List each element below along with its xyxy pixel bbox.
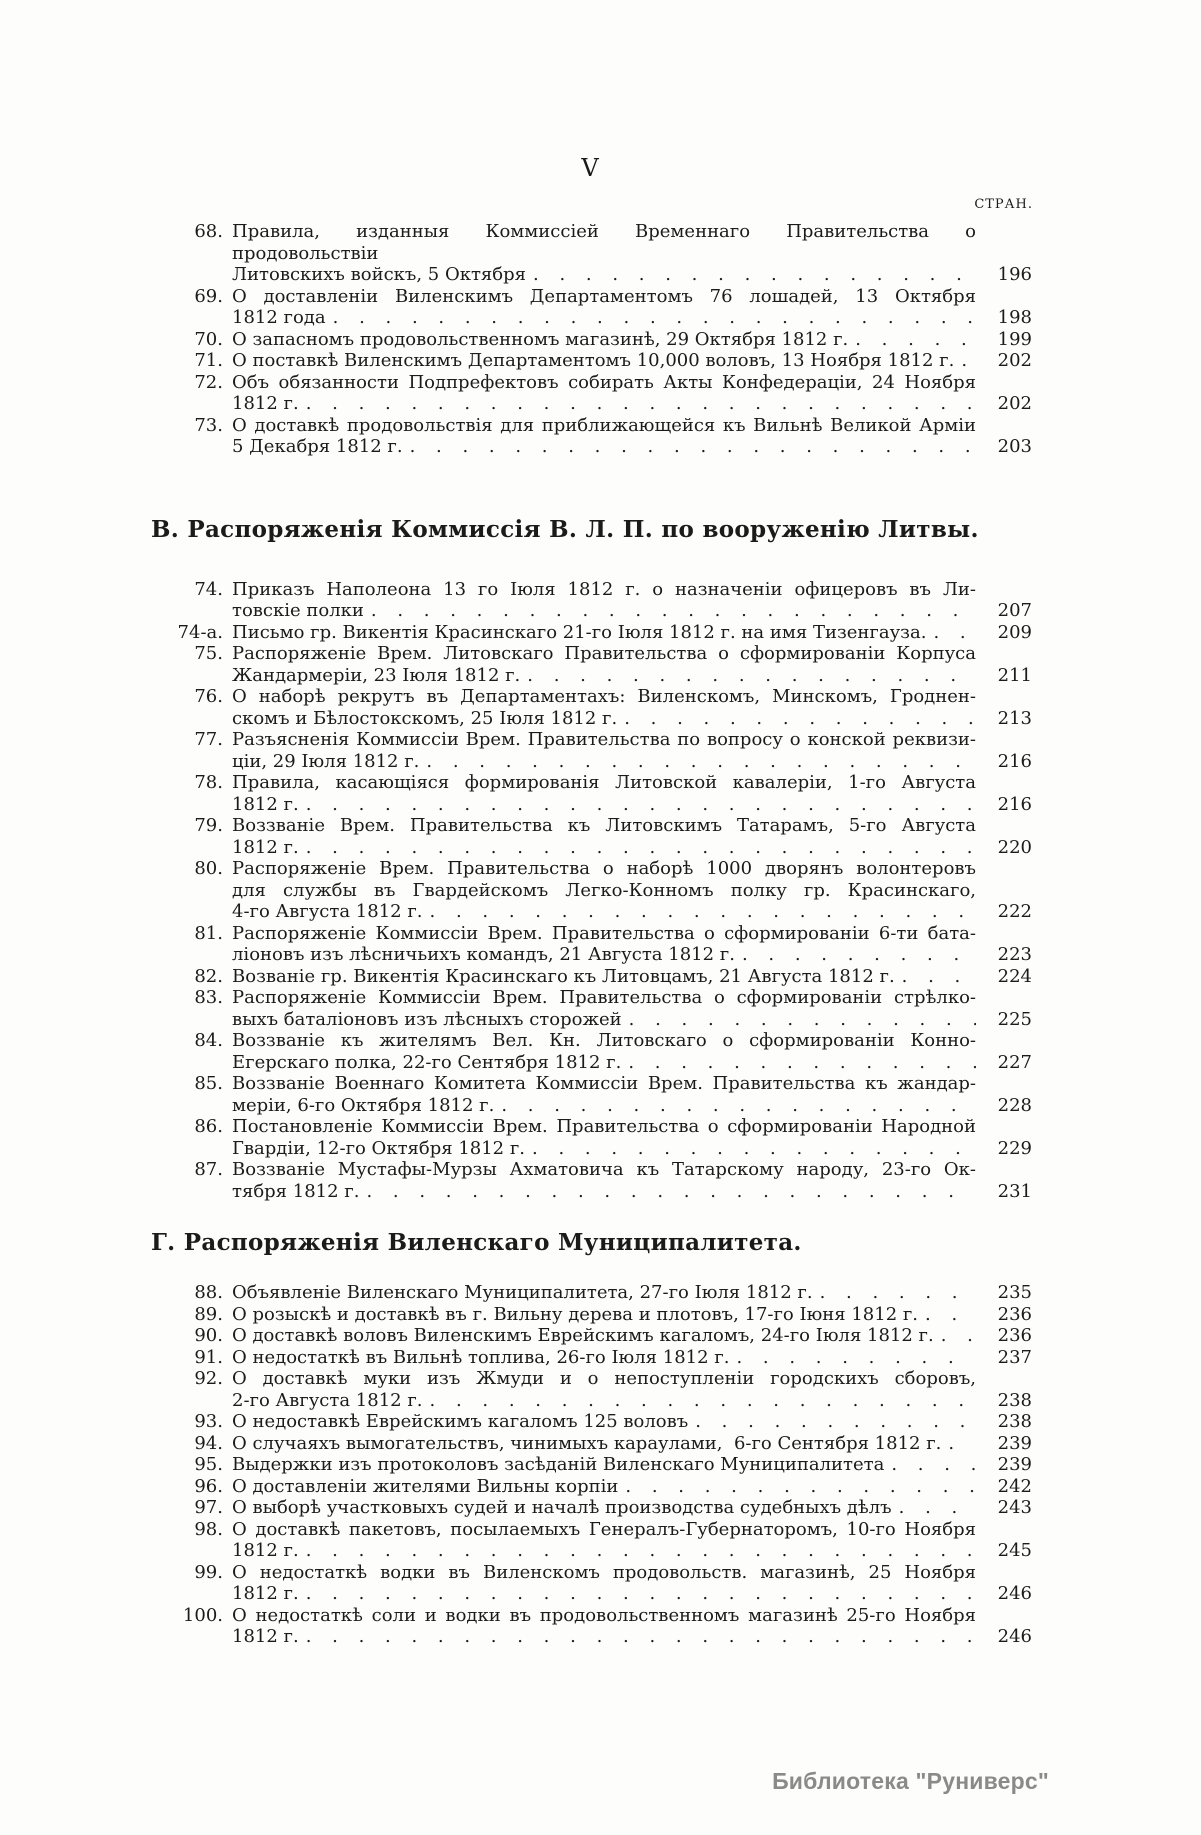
dot-leader	[617, 708, 976, 730]
dot-leader	[926, 622, 976, 644]
entry-line: Литовскихъ войскъ, 5 Октября	[232, 264, 527, 285]
toc-entry	[170, 1116, 1032, 1159]
toc-entry	[170, 1476, 1032, 1498]
entry-page-number: 202	[997, 350, 1032, 371]
entry-last-line	[232, 393, 976, 415]
dot-leader	[621, 1052, 976, 1074]
entry-last-line	[232, 901, 976, 923]
entry-last-line	[232, 1325, 976, 1347]
toc-entry	[170, 643, 1032, 686]
entry-number: 99.	[194, 1561, 223, 1583]
entry-title	[232, 1476, 976, 1498]
entry-page-number: 203	[997, 436, 1032, 457]
entry-line: О доставкѣ продовольствія для приближающейся къ Вильнѣ Великой Арміи	[232, 414, 976, 436]
dot-leader	[941, 1433, 976, 1455]
entry-title	[232, 1159, 976, 1202]
entry-page-number: 224	[997, 965, 1032, 987]
entry-line: 1812 г.	[232, 1626, 299, 1647]
entry-page-number: 235	[997, 1282, 1032, 1303]
dot-leader	[299, 393, 976, 415]
entry-number: 79.	[194, 815, 223, 836]
toc-entry	[170, 1454, 1032, 1476]
page-folio: V	[581, 154, 599, 182]
toc-entry	[170, 1605, 1032, 1648]
entry-title	[232, 729, 976, 772]
toc-sections	[151, 221, 1032, 1648]
entry-page-number: 236	[997, 1303, 1032, 1325]
entry-line: 1812 г.	[232, 836, 299, 858]
entry-line: тября 1812 г.	[232, 1180, 360, 1202]
toc-entry	[170, 1562, 1032, 1605]
toc-section	[170, 221, 1032, 458]
entry-line: 1812 г.	[232, 1583, 299, 1604]
entry-title	[232, 1030, 976, 1073]
dot-leader	[403, 436, 976, 458]
entry-title	[232, 1562, 976, 1605]
entry-line: Распоряженіе Коммиссіи Врем. Правительства о сформированіи стрѣлко-	[232, 987, 976, 1008]
entry-number: 72.	[194, 371, 223, 393]
entry-last-line	[232, 436, 976, 458]
entry-title	[232, 643, 976, 686]
toc-entry	[170, 329, 1032, 351]
entry-last-line	[232, 350, 976, 372]
entry-page-number: 238	[997, 1411, 1032, 1432]
entry-line: Приказъ Наполеона 13 го Іюля 1812 г. о назначеніи офицеровъ въ Ли-	[232, 578, 976, 600]
section-heading: Г. Распоряженія Виленскаго Муниципалитета.	[151, 1229, 802, 1256]
entry-title	[232, 1347, 976, 1369]
toc-entry	[170, 966, 1032, 988]
entry-line: Объ обязанности Подпрефектовъ собирать Акты Конфедераціи, 24 Ноября	[232, 371, 976, 393]
entry-last-line	[232, 1454, 976, 1476]
entry-line: скомъ и Бѣлостокскомъ, 25 Іюля 1812 г.	[232, 707, 618, 729]
entry-title	[232, 966, 976, 988]
entry-last-line	[232, 1390, 976, 1412]
entry-title	[232, 329, 976, 351]
entry-title	[232, 815, 976, 858]
entry-last-line	[232, 600, 976, 622]
entry-number: 70.	[194, 328, 223, 350]
entry-line: О доставкѣ воловъ Виленскимъ Еврейскимъ кагаломъ, 24-го Іюля 1812 г.	[232, 1325, 934, 1346]
toc-entry	[170, 923, 1032, 966]
entry-last-line	[232, 1138, 976, 1160]
entry-number: 80.	[194, 858, 223, 879]
entry-line: Воззваніе Врем. Правительства къ Литовскимъ Татарамъ, 5-го Августа	[232, 815, 976, 836]
entry-line: О недостаткѣ въ Вильнѣ топлива, 26-го Іюля 1812 г.	[232, 1346, 730, 1368]
toc-entry	[170, 1073, 1032, 1116]
entry-title	[232, 579, 976, 622]
entry-title	[232, 1325, 976, 1347]
entry-last-line	[232, 622, 976, 644]
toc-entry	[170, 1433, 1032, 1455]
entry-page-number: 216	[997, 750, 1032, 772]
entry-number: 95.	[194, 1454, 223, 1475]
entry-line: Объявленіе Виленскаго Муниципалитета, 27-го Іюля 1812 г.	[232, 1282, 813, 1303]
entry-page-number: 237	[997, 1346, 1032, 1368]
entry-title	[232, 1454, 976, 1476]
entry-line: 4-го Августа 1812 г.	[232, 901, 423, 922]
entry-line: Письмо гр. Викентія Красинскаго 21-го Іюля 1812 г. на имя Тизенгауза.	[232, 621, 927, 643]
dot-leader	[954, 350, 976, 372]
entry-line: Распоряженіе Врем. Литовскаго Правительства о сформированіи Корпуса	[232, 643, 976, 664]
section-heading: В. Распоряженія Коммиссія В. Л. П. по вооруженію Литвы.	[151, 515, 979, 543]
entry-line: О запасномъ продовольственномъ магазинѣ, 29 Октября 1812 г.	[232, 328, 849, 350]
entry-line: 2-го Августа 1812 г.	[232, 1389, 423, 1411]
entry-title	[232, 987, 976, 1030]
entry-page-number: 207	[997, 600, 1032, 621]
toc-entry	[170, 1159, 1032, 1202]
entry-page-number: 245	[997, 1540, 1032, 1561]
entry-page-number: 227	[997, 1051, 1032, 1073]
dot-leader	[892, 1497, 976, 1519]
entry-page-number: 213	[997, 707, 1032, 729]
entry-number: 84.	[194, 1030, 223, 1051]
entry-line: О недостаткѣ соли и водки въ продовольственномъ магазинѣ 25-го Ноября	[232, 1604, 976, 1626]
toc-section	[151, 1228, 1032, 1648]
entry-number: 82.	[194, 965, 223, 987]
entry-page-number: 243	[997, 1497, 1032, 1518]
entry-line: Воззваніе къ жителямъ Вел. Кн. Литовскаго о сформированіи Конно-	[232, 1030, 976, 1051]
toc-section	[151, 515, 1032, 1203]
toc-entry	[170, 1325, 1032, 1347]
entry-line: Правила, касающіяся формированія Литовской кавалеріи, 1-го Августа	[232, 772, 976, 793]
entry-line: О доставленіи Виленскимъ Департаментомъ 76 лошадей, 13 Октября	[232, 285, 976, 307]
page-column-header: СТРАН.	[974, 197, 1033, 212]
dot-leader	[359, 1181, 976, 1203]
dot-leader	[934, 1325, 976, 1347]
toc-entry	[170, 221, 1032, 286]
entry-last-line	[232, 264, 976, 286]
entry-title	[232, 1519, 976, 1562]
toc-entry	[170, 858, 1032, 923]
entry-last-line	[232, 708, 976, 730]
dot-leader	[688, 1411, 976, 1433]
entry-line: Жандармеріи, 23 Іюля 1812 г.	[232, 664, 521, 686]
entry-page-number: 198	[997, 307, 1032, 328]
entry-page-number: 228	[997, 1094, 1032, 1116]
entry-number: 77.	[194, 729, 223, 750]
entry-number: 73.	[194, 414, 223, 436]
entry-line: О случаяхъ вымогательствъ, чинимыхъ караулами, 6-го Сентября 1812 г.	[232, 1432, 942, 1454]
entry-line: О доставленіи жителями Вильны корпіи	[232, 1475, 619, 1497]
toc-entry	[170, 772, 1032, 815]
entry-last-line	[232, 1181, 976, 1203]
entry-last-line	[232, 751, 976, 773]
entry-last-line	[232, 1009, 976, 1031]
toc-entry	[170, 987, 1032, 1030]
entry-line: 1812 г.	[232, 793, 299, 815]
entry-page-number: 242	[997, 1475, 1032, 1497]
entry-last-line	[232, 1052, 976, 1074]
entry-last-line	[232, 665, 976, 687]
dot-leader	[299, 1583, 976, 1605]
entry-number: 93.	[194, 1411, 223, 1432]
entry-page-number: 216	[997, 793, 1032, 815]
toc-entry	[170, 1497, 1032, 1519]
toc-entry	[170, 372, 1032, 415]
toc-entry	[170, 1411, 1032, 1433]
entry-number: 83.	[194, 987, 223, 1008]
entry-number: 71.	[194, 350, 223, 371]
toc-entry	[170, 415, 1032, 458]
entry-line: Воззваніе Мустафы-Мурзы Ахматовича къ Татарскому народу, 23-го Ок-	[232, 1159, 976, 1180]
entry-page-number: 239	[997, 1454, 1032, 1475]
entry-number: 78.	[194, 772, 223, 793]
entry-page-number: 225	[997, 1008, 1032, 1030]
entry-line: Постановленіе Коммиссіи Врем. Правительства о сформированіи Народной	[232, 1116, 976, 1137]
dot-leader	[364, 600, 976, 622]
entry-page-number: 238	[997, 1389, 1032, 1411]
entry-number: 88.	[194, 1282, 223, 1303]
entry-last-line	[232, 1347, 976, 1369]
entry-line: О наборѣ рекрутъ въ Департаментахъ: Виленскомъ, Минскомъ, Гроднен-	[232, 686, 976, 707]
entry-line: Возваніе гр. Викентія Красинскаго къ Литовцамъ, 21 Августа 1812 г.	[232, 965, 895, 987]
entry-title	[232, 1497, 976, 1519]
dot-leader	[299, 794, 976, 816]
entry-number: 68.	[194, 221, 223, 242]
entry-last-line	[232, 307, 976, 329]
dot-leader	[735, 944, 976, 966]
entry-line: Гвардіи, 12-го Октября 1812 г.	[232, 1137, 526, 1159]
toc-entry	[170, 686, 1032, 729]
toc-entry	[170, 1519, 1032, 1562]
entry-number: 98.	[194, 1518, 223, 1540]
entry-line: О доставкѣ муки изъ Жмуди и о непоступленіи городскихъ сборовъ,	[232, 1368, 976, 1389]
dot-leader	[299, 1626, 976, 1648]
toc-entry	[170, 286, 1032, 329]
entry-line: О розыскѣ и доставкѣ въ г. Вильну дерева и плотовъ, 17-го Іюня 1812 г.	[232, 1303, 919, 1325]
dot-leader	[895, 966, 976, 988]
toc-entry	[170, 729, 1032, 772]
entry-number: 91.	[194, 1346, 223, 1368]
dot-leader	[848, 329, 976, 351]
entry-page-number: 209	[997, 621, 1032, 643]
entry-number: 74-а.	[177, 621, 223, 643]
entry-page-number: 246	[997, 1626, 1032, 1647]
dot-leader	[419, 751, 976, 773]
entry-line: Егерскаго полка, 22-го Сентября 1812 г.	[232, 1051, 622, 1073]
entry-last-line	[232, 1433, 976, 1455]
entry-title	[232, 1411, 976, 1433]
entry-last-line	[232, 1411, 976, 1433]
dot-leader	[884, 1454, 976, 1476]
entry-line: 1812 года	[232, 307, 326, 328]
entry-line: товскіе полки	[232, 600, 364, 621]
dot-leader	[423, 1390, 977, 1412]
entry-title	[232, 286, 976, 329]
entry-line: О выборѣ участковыхъ судей и началѣ производства судебныхъ дѣлъ	[232, 1497, 892, 1518]
entry-title	[232, 923, 976, 966]
library-watermark: Библиотека "Руниверс"	[772, 1768, 1049, 1794]
entry-last-line	[232, 329, 976, 351]
dot-leader	[520, 665, 976, 687]
entry-page-number: 236	[997, 1325, 1032, 1346]
entry-page-number: 229	[997, 1137, 1032, 1159]
entry-title	[232, 1433, 976, 1455]
dot-leader	[618, 1476, 976, 1498]
entry-title	[232, 772, 976, 815]
entry-line: О доставкѣ пакетовъ, посылаемыхъ Генералъ-Губернаторомъ, 10-го Ноября	[232, 1518, 976, 1540]
toc-entry	[170, 815, 1032, 858]
entry-page-number: 223	[997, 944, 1032, 965]
entry-last-line	[232, 1476, 976, 1498]
entry-last-line	[232, 1626, 976, 1648]
entry-number: 97.	[194, 1497, 223, 1518]
entry-line: выхъ баталіоновъ изъ лѣсныхъ сторожей	[232, 1008, 622, 1030]
toc-entry	[170, 1304, 1032, 1326]
entry-last-line	[232, 794, 976, 816]
entry-last-line	[232, 837, 976, 859]
entry-last-line	[232, 966, 976, 988]
entry-title	[232, 686, 976, 729]
entry-number: 90.	[194, 1325, 223, 1346]
entry-title	[232, 415, 976, 458]
entry-line: 5 Декабря 1812 г.	[232, 436, 403, 457]
entry-last-line	[232, 1583, 976, 1605]
entry-number: 85.	[194, 1073, 223, 1094]
entry-page-number: 211	[997, 664, 1032, 686]
entry-last-line	[232, 1540, 976, 1562]
entry-page-number: 220	[997, 836, 1032, 858]
toc-entry	[170, 1347, 1032, 1369]
entry-line: Распоряженіе Врем. Правительства о наборѣ 1000 дворянъ волонтеровъ	[232, 858, 976, 879]
entry-page-number: 246	[997, 1583, 1032, 1604]
entry-title	[232, 1282, 976, 1304]
dot-leader	[525, 1138, 976, 1160]
entry-title	[232, 622, 976, 644]
entry-title	[232, 1605, 976, 1648]
entry-page-number: 202	[997, 393, 1032, 414]
entry-last-line	[232, 1497, 976, 1519]
toc-entry	[170, 1282, 1032, 1304]
dot-leader	[622, 1009, 976, 1031]
entry-line: Воззваніе Военнаго Комитета Коммиссіи Врем. Правительства къ жандар-	[232, 1073, 976, 1094]
dot-leader	[299, 1540, 976, 1562]
entry-title	[232, 372, 976, 415]
entry-number: 74.	[194, 578, 223, 600]
entry-number: 92.	[194, 1368, 223, 1389]
toc-entry	[170, 622, 1032, 644]
entry-number: 87.	[194, 1159, 223, 1180]
dot-leader	[526, 264, 976, 286]
entry-line: 1812 г.	[232, 1540, 299, 1561]
entry-number: 81.	[194, 922, 223, 944]
entry-number: 100.	[182, 1604, 223, 1626]
entry-number: 96.	[194, 1475, 223, 1497]
entry-number: 75.	[194, 643, 223, 664]
entry-title	[232, 1304, 976, 1326]
dot-leader	[326, 307, 976, 329]
dot-leader	[729, 1347, 976, 1369]
entry-page-number: 199	[997, 328, 1032, 350]
entry-page-number: 239	[997, 1432, 1032, 1454]
entry-page-number: 222	[997, 901, 1032, 922]
entry-line: О недоставкѣ Еврейскимъ кагаломъ 125 воловъ	[232, 1411, 689, 1432]
toc-entry	[170, 579, 1032, 622]
entry-line: Выдержки изъ протоколовъ засѣданій Виленскаго Муниципалитета	[232, 1454, 885, 1475]
dot-leader	[494, 1095, 976, 1117]
toc-entry	[170, 350, 1032, 372]
entry-number: 94.	[194, 1432, 223, 1454]
entry-page-number: 231	[997, 1180, 1032, 1202]
entry-number: 89.	[194, 1303, 223, 1325]
entry-line: О поставкѣ Виленскимъ Департаментомъ 10,000 воловъ, 13 Ноября 1812 г.	[232, 350, 955, 371]
entry-title	[232, 350, 976, 372]
entry-line: Распоряженіе Коммиссіи Врем. Правительства о сформированіи 6-ти бата-	[232, 922, 976, 944]
dot-leader	[299, 837, 976, 859]
entry-last-line	[232, 1282, 976, 1304]
entry-last-line	[232, 1304, 976, 1326]
entry-line: О недостаткѣ водки въ Виленскомъ продовольств. магазинѣ, 25 Ноября	[232, 1561, 976, 1583]
entry-title	[232, 1116, 976, 1159]
entry-title	[232, 1073, 976, 1116]
dot-leader	[813, 1282, 976, 1304]
entry-last-line	[232, 1095, 976, 1117]
entry-line: Разъясненія Коммиссіи Врем. Правительства по вопросу о конской реквизи-	[232, 729, 976, 750]
dot-leader	[918, 1304, 976, 1326]
entry-line: ліоновъ изъ лѣсничьихъ командъ, 21 Августа 1812 г.	[232, 944, 735, 965]
entry-last-line	[232, 944, 976, 966]
entry-line: 1812 г.	[232, 393, 299, 414]
entry-number: 69.	[194, 285, 223, 307]
entry-page-number: 196	[997, 264, 1032, 285]
entry-title	[232, 221, 976, 286]
entry-line: Правила, изданныя Коммиссіей Временнаго Правительства о продовольствіи	[232, 221, 976, 264]
dot-leader	[423, 901, 977, 923]
entry-line: ціи, 29 Іюля 1812 г.	[232, 750, 420, 772]
entry-line: для службы въ Гвардейскомъ Легко-Конномъ полку гр. Красинскаго,	[232, 879, 976, 901]
entry-title	[232, 1368, 976, 1411]
entry-number: 86.	[194, 1116, 223, 1137]
entry-number: 76.	[194, 686, 223, 707]
toc-entry	[170, 1368, 1032, 1411]
toc-entry	[170, 1030, 1032, 1073]
entry-line: меріи, 6-го Октября 1812 г.	[232, 1094, 495, 1116]
entry-title	[232, 858, 976, 923]
